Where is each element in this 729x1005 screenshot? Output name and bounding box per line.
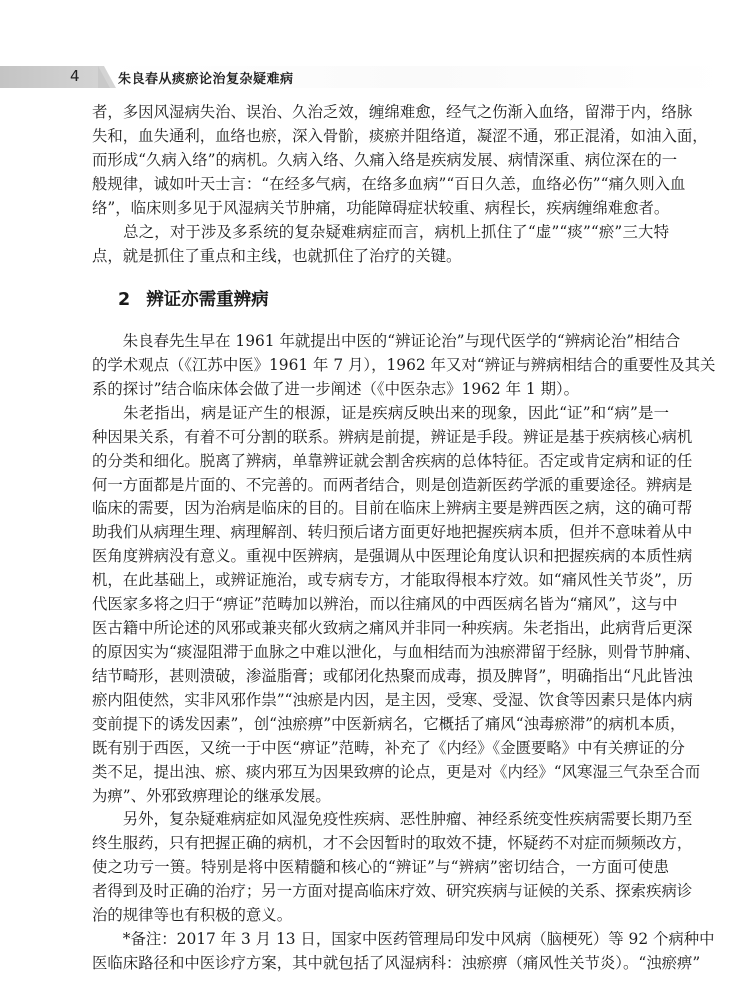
- text-line: 种因果关系，有着不可分割的联系。辨病是前提，辨证是手段。辨证是基于疾病核心病机: [92, 427, 693, 446]
- section-title: 辨证亦需重辨病: [146, 290, 269, 310]
- text-line: 者得到及时正确的治疗；另一方面对提高临床疗效、研究疾病与证候的关系、探索疾病诊: [92, 882, 693, 901]
- text-line: 失和，血失通利，血络也瘀，深入骨骱，痰瘀并阻络道，凝涩不通，邪正混淆，如油入面，: [92, 127, 708, 145]
- running-header-slant: [98, 66, 110, 88]
- paragraph: [92, 220, 669, 268]
- text-line: 的原因实为“痰湿阻滞于血脉之中难以泄化，与血相结而为浊瘀滞留于经脉，则骨节肿痛、: [92, 642, 701, 661]
- text-line: 朱良春先生早在 1961 年就提出中医的“辨证论治”与现代医学的“辨病论治”相结合: [92, 332, 681, 350]
- text-line: 变前提下的诱发因素”，创“浊瘀痹”中医新病名，它概括了痛风“浊毒瘀滞”的病机本质，: [92, 714, 686, 733]
- paragraph: [92, 928, 715, 976]
- text-line: 既有别于西医，又统一于中医“痹证”范畴，补充了《内经》《金匮要略》中有关痹证的分: [92, 738, 685, 757]
- text-line: 点，就是抓住了重点和主线，也就抓住了治疗的关键。: [92, 247, 462, 265]
- running-title: 朱良春从痰瘀论治复杂疑难病: [118, 72, 294, 87]
- text-line: 类不足，提出浊、瘀、痰内邪互为因果致痹的论点，更是对《内经》“风寒湿三气杂至合而: [92, 762, 701, 781]
- text-line: 瘀内阻使然，实非风邪作祟”“浊瘀是内因，是主因，受寒、受湿、饮食等因素只是体内病: [92, 690, 693, 709]
- text-line: 机，在此基础上，或辨证施治，或专病专方，才能取得根本疗效。如“痛风性关节炎”，历: [92, 571, 693, 590]
- paragraph: [92, 402, 701, 809]
- text-line: *备注：2017 年 3 月 13 日，国家中医药管理局印发中风病（脑梗死）等 92 个病种中: [92, 930, 715, 949]
- text-line: 另外，复杂疑难病症如风湿免疫性疾病、恶性肿瘤、神经系统变性疾病需要长期乃至: [92, 810, 693, 829]
- text-line: 代医家多将之归于“痹证”范畴加以辨治，而以往痛风的中西医病名皆为“痛风”，这与中: [92, 595, 678, 614]
- body-text-main: [92, 330, 716, 976]
- paragraph: [92, 330, 716, 402]
- text-line: 者，多因风湿病失治、误治、久治乏效，缠绵难愈，经气之伤渐入血络，留滞于内，络脉: [92, 103, 693, 121]
- text-line: 般规律，诚如叶天士言：“在经多气病，在络多血病”“百日久恙，血络必伤”“痛久则入血: [92, 175, 686, 193]
- text-line: 治的规律等也有积极的意义。: [92, 906, 293, 925]
- page-number: 4: [70, 67, 80, 85]
- text-line: 医古籍中所论述的风邪或兼夹郁火致病之痛风并非同一种疾病。朱老指出，此病背后更深: [92, 619, 693, 638]
- text-line: 朱老指出，病是证产生的根源，证是疾病反映出来的现象，因此“证”和“病”是一: [92, 403, 669, 422]
- text-line: 总之，对于涉及多系统的复杂疑难病症而言，病机上抓住了“虚”“痰”“瘀”三大特: [92, 223, 669, 241]
- text-line: 而形成“久病入络”的病机。久病入络、久痛入络是疾病发展、病情深重、病位深在的一: [92, 151, 678, 169]
- text-line: 助我们从病理生理、病理解剖、转归预后诸方面更好地把握疾病本质，但并不意味着从中: [92, 523, 693, 542]
- text-line: 终生服药，只有把握正确的病机，才不会因暂时的取效不捷，怀疑药不对症而频频改方，: [92, 834, 693, 853]
- text-line: 何一方面都是片面的、不完善的。而两者结合，则是创造新医药学派的重要途径。辨病是: [92, 475, 693, 494]
- text-line: 结节畸形，甚则溃破，渗溢脂膏；或郁闭化热聚而成毒，损及脾肾”，明确指出“凡此皆浊: [92, 666, 693, 685]
- text-line: 络”，临床则多见于风湿病关节肿痛，功能障碍症状较重、病程长，疾病缠绵难愈者。: [92, 199, 670, 217]
- section-heading: [118, 286, 285, 311]
- text-line: 使之功亏一篑。特别是将中医精髓和核心的“辨证”与“辨病”密切结合，一方面可使患: [92, 858, 669, 877]
- text-line: 的学术观点（《江苏中医》1961 年 7 月），1962 年又对“辨证与辨病相结合的重要性及其关: [92, 355, 716, 374]
- body-text-top: [92, 100, 708, 268]
- section-number: 2: [118, 290, 131, 310]
- paragraph: [92, 100, 708, 220]
- text-line: 医角度辨病没有意义。重视中医辨病，是强调从中医理论角度认识和把握疾病的本质性病: [92, 547, 693, 566]
- text-line: 的分类和细化。脱离了辨病，单靠辨证就会割舍疾病的总体特征。否定或肯定病和证的任: [92, 451, 693, 470]
- text-line: 医临床路径和中医诊疗方案，其中就包括了风湿病科：浊瘀痹（痛风性关节炎）。“浊瘀痹”: [92, 953, 701, 972]
- text-line: 临床的需要，因为治病是临床的目的。目前在临床上辨病主要是辨西医之病，这的确可帮: [92, 499, 693, 518]
- text-line: 系的探讨”结合临床体会做了进一步阐述（《中医杂志》1962 年 1 期）。: [92, 379, 580, 398]
- paragraph: [92, 808, 693, 928]
- text-line: 为痹”、外邪致痹理论的继承发展。: [92, 786, 331, 805]
